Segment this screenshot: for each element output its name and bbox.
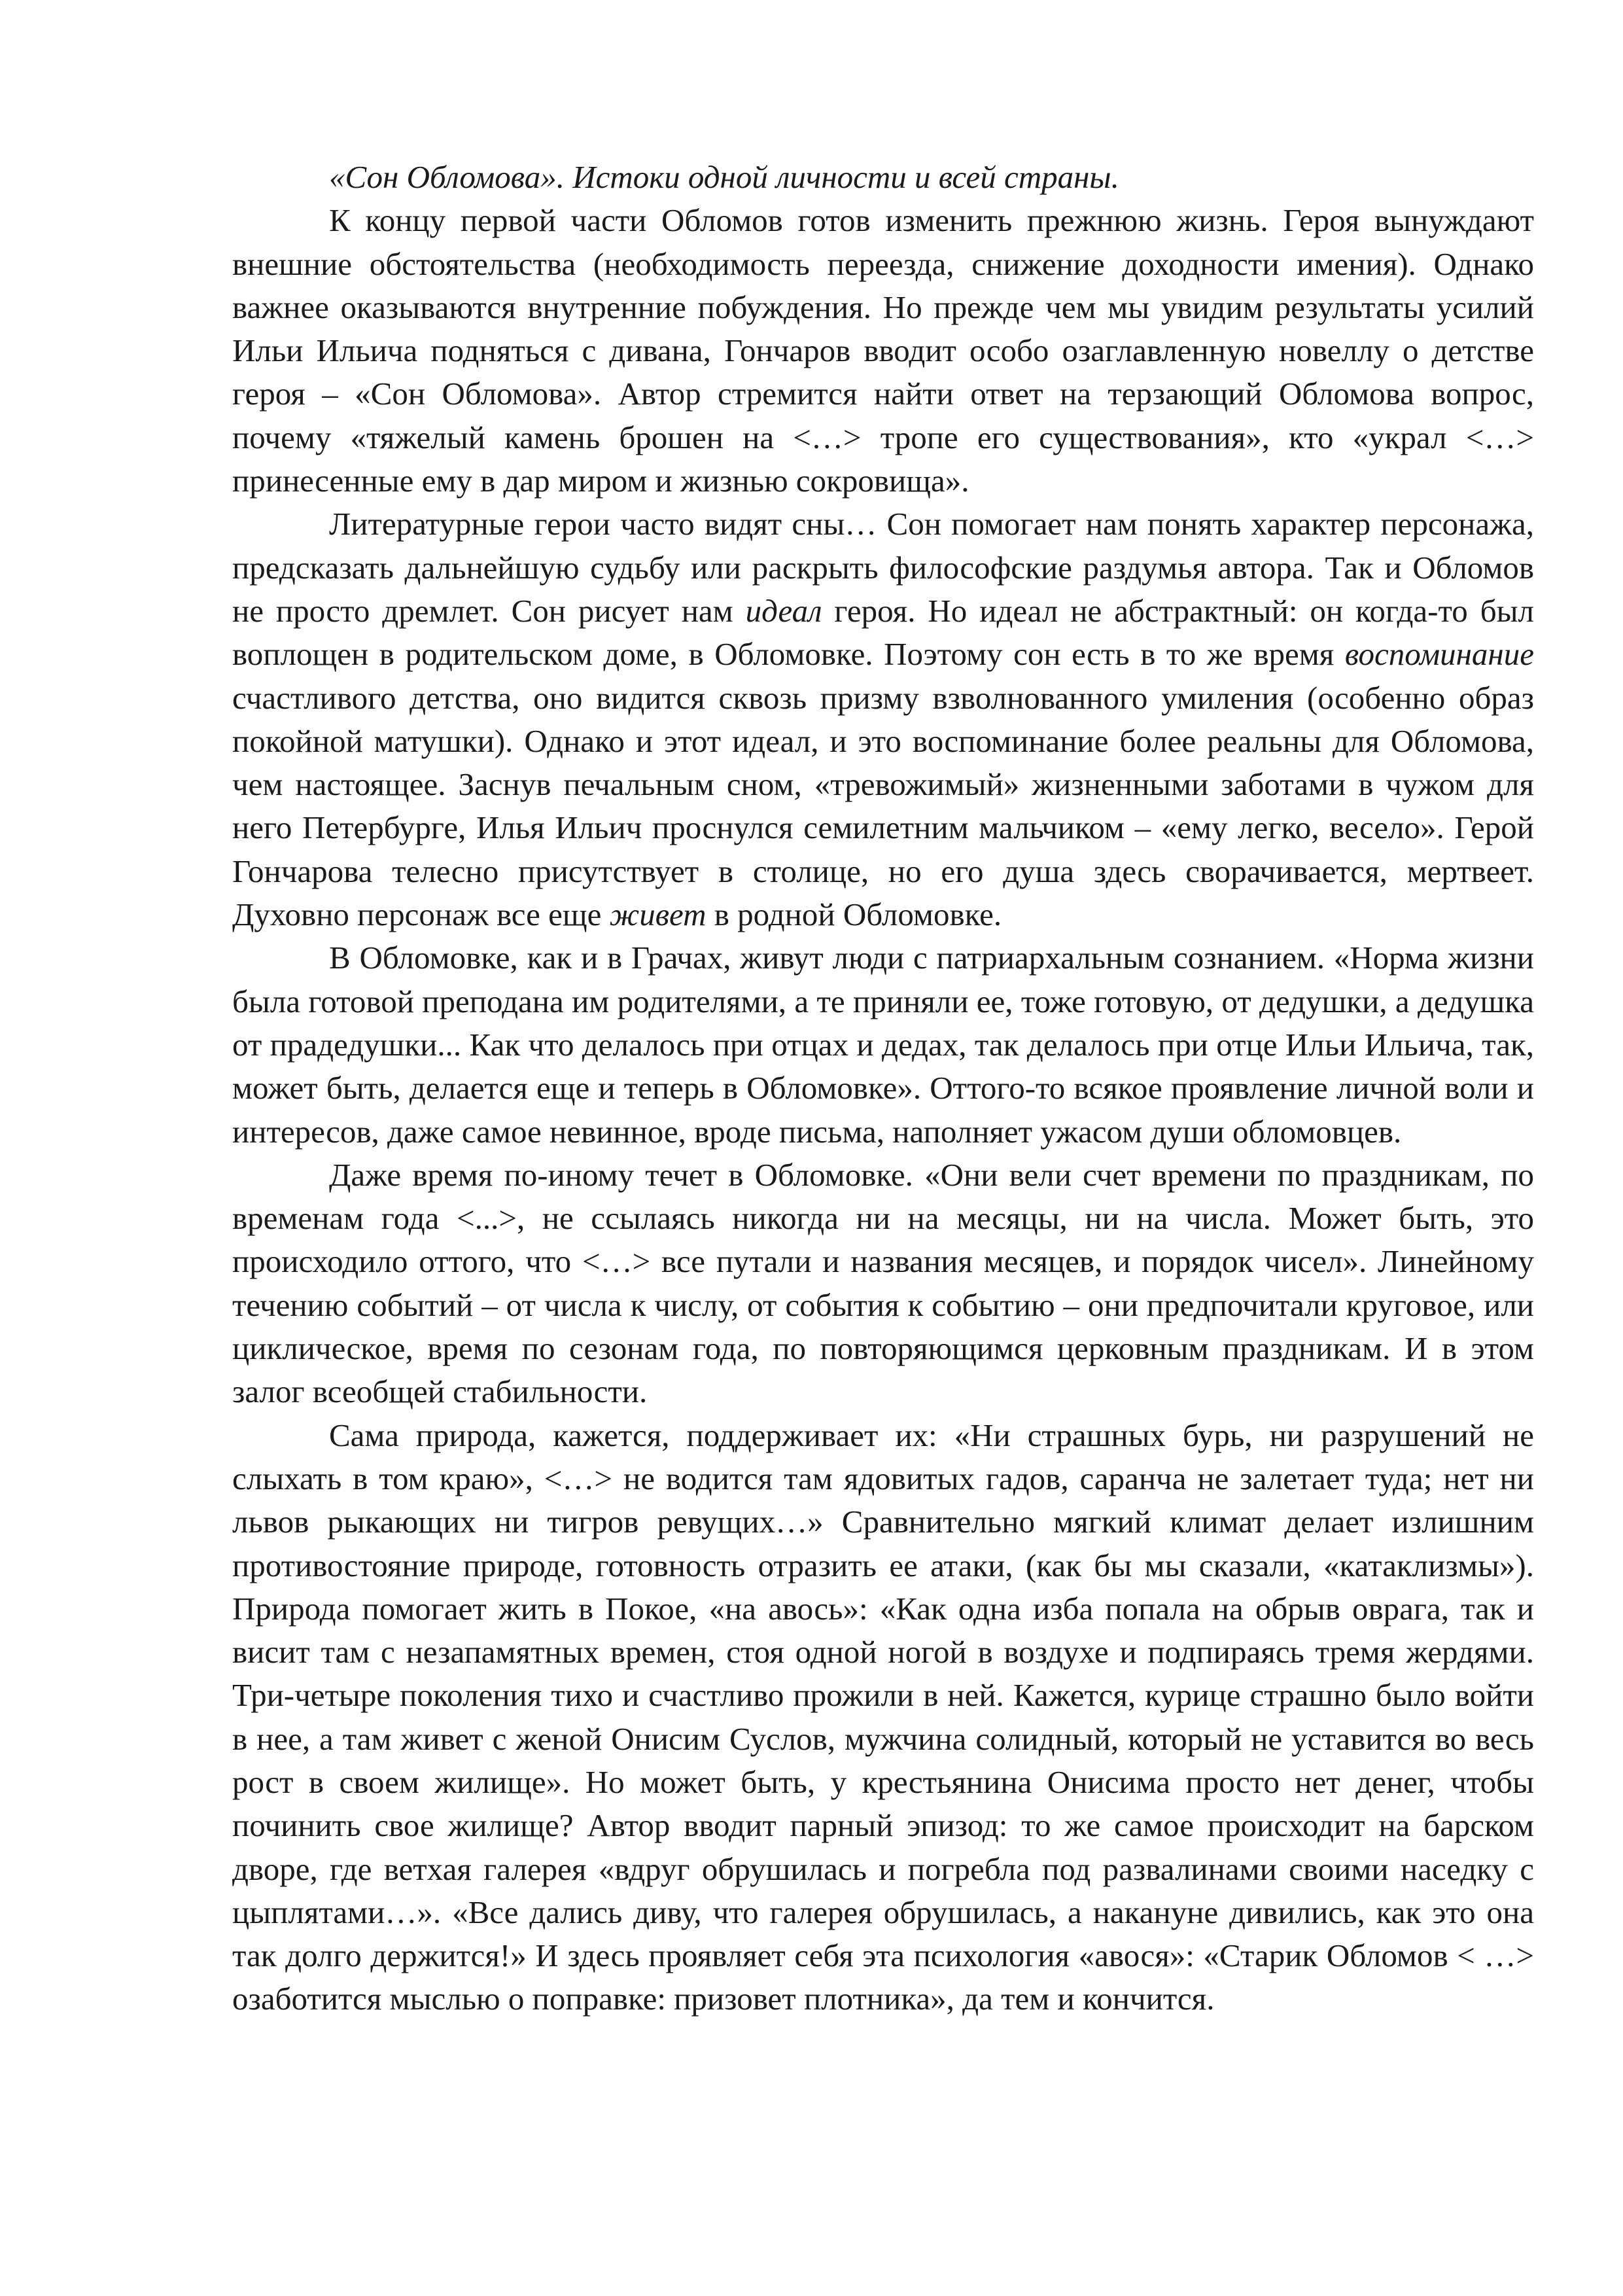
paragraph-2-text: Литературные герои часто видят сны… Сон помогает нам понять характер персонажа, предсказать дальнейшую судьбу или раскрыть философские раздумья автора. Так и Обломов не просто дремлет. Сон рисует нам <box>232 506 1534 629</box>
emphasis-zhivet: живет <box>609 896 707 933</box>
paragraph-1-text: К концу первой части Обломов готов изменить прежнюю жизнь. Героя вынуждают внешние обстоятельства (необходимость переезда, снижение доходности имения). Однако важнее оказываются внутренние побуждения. Но прежде чем мы увидим результаты усилий Ильи Ильича подняться с дивана, Гончаров вводит особо озаглавленную новеллу о детстве героя – «Сон Обломова». Автор стремится найти ответ на терзающий Обломова вопрос, почему «тяжелый камень брошен на <…> тропе его существования», кто «украл <…> принесенные ему в дар миром и жизнью сокровища». <box>232 202 1534 499</box>
document-title: «Сон Обломова». Истоки одной личности и всей страны. <box>329 159 1119 195</box>
paragraph-3 <box>232 936 1534 1153</box>
paragraph-4-text: Даже время по-иному течет в Обломовке. «Они вели счет времени по праздникам, по временам года <...>, не ссылаясь никогда ни на месяцы, ни на числа. Может быть, это происходило оттого, что <…> все путали и названия месяцев, и порядок чисел». Линейному течению событий – от числа к числу, от события к событию – они предпочитали круговое, или циклическое, время по сезонам года, по повторяющимся церковным праздникам. И в этом залог всеобщей стабильности. <box>232 1156 1534 1410</box>
paragraph-2-text: героя. Но идеал не абстрактный: он когда-то был воплощен в родительском доме, в Обломовке. Поэтому сон есть в то же время <box>232 592 1534 673</box>
paragraph-5 <box>232 1414 1534 2021</box>
paragraph-2-text: в родной Обломовке. <box>706 896 1002 933</box>
paragraph-2-text: счастливого детства, оно видится сквозь призму взволнованного умиления (особенно образ покойной матушки). Однако и этот идеал, и это воспоминание более реальны для Обломова, чем настоящее. Заснув печальным сном, «тревожимый» жизненными заботами в чужом для него Петербурге, Илья Ильич проснулся семилетним мальчиком – «ему легко, весело». Герой Гончарова телесно присутствует в столице, но его душа здесь сворачивается, мертвеет. Духовно персонаж все еще <box>232 679 1534 933</box>
paragraph-2 <box>232 503 1534 936</box>
emphasis-ideal: идеал <box>745 592 822 629</box>
document-page <box>232 156 1534 2021</box>
paragraph-1 <box>232 199 1534 503</box>
paragraph-4 <box>232 1154 1534 1414</box>
emphasis-vospominanie: воспоминание <box>1344 636 1534 673</box>
paragraph-5-text: Сама природа, кажется, поддерживает их: «Ни страшных бурь, ни разрушений не слыхать в том краю», <…> не водится там ядовитых гадов, саранча не залетает туда; нет ни львов рыкающих ни тигров ревущих…» Сравнительно мягкий климат делает излишним противостояние природе, готовность отразить ее атаки, (как бы мы сказали, «катаклизмы»). Природа помогает жить в Покое, «на авось»: «Как одна изба попала на обрыв оврага, так и висит там с незапамятных времен, стоя одной ногой в воздухе и подпираясь тремя жердями. Три-четыре поколения тихо и счастливо прожили в ней. Кажется, курице страшно было войти в нее, а там живет с женой Онисим Суслов, мужчина солидный, который не уставится во весь рост в своем жилище». Но может быть, у крестьянина Онисима просто нет денег, чтобы починить свое жилище? Автор вводит парный эпизод: то же самое происходит на барском дворе, где ветхая галерея «вдруг обрушилась и погребла под развалинами своими наседку с цыплятами…». «Все дались диву, что галерея обрушилась, а накануне дивились, как это она так долго держится!» И здесь проявляет себя эта психология «авося»: «Старик Обломов < …> озаботится мыслью о поправке: призовет плотника», да тем и кончится. <box>232 1417 1534 2017</box>
paragraph-3-text: В Обломовке, как и в Грачах, живут люди с патриархальным сознанием. «Норма жизни была готовой преподана им родителями, а те приняли ее, тоже готовую, от дедушки, а дедушка от прадедушки... Как что делалось при отцах и дедах, так делалось при отце Ильи Ильича, так, может быть, делается еще и теперь в Обломовке». Оттого-то всякое проявление личной воли и интересов, даже самое невинное, вроде письма, наполняет ужасом души обломовцев. <box>232 940 1534 1150</box>
